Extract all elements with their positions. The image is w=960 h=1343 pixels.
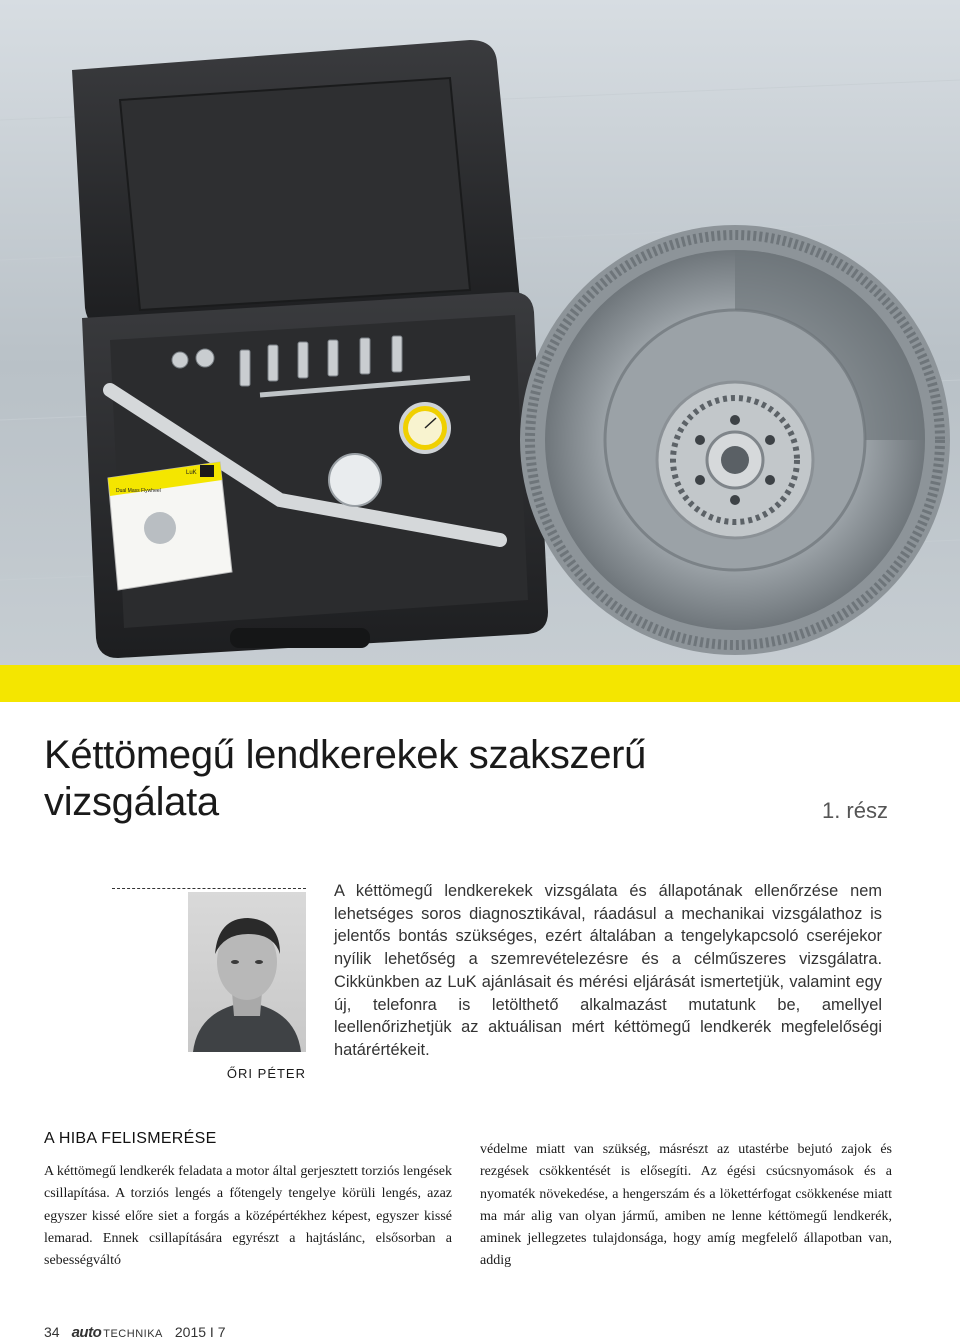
author-portrait bbox=[188, 892, 306, 1052]
page-footer bbox=[44, 1324, 225, 1341]
manual-brand: LuK bbox=[186, 470, 197, 476]
accent-stripe bbox=[0, 665, 960, 702]
author-photo bbox=[188, 892, 306, 1052]
body-column-left: A kéttömegű lendkerék feladata a motor által gerjesztett torziós lengések csillapítása. A torziós lengés a főtengely tengelye körüli lengés, azaz egyszer kissé előre siet a forgás a középértékhez képest, egyszer kissé lemarad. Ennek csillapítására egyrészt a hajtáslánc, elsősorban a sebességváltó bbox=[44, 1164, 452, 1269]
body-column-right: védelme miatt van szükség, másrészt az utastérbe bejutó zajok és rezgések csökkentését is elősegíti. Az égési csúcsnyomások és a nyomaték növekedése, a hengerszám és a lökettérfogat csökkenése miatt ma már alig van olyan jármű, amiben ne lenne kéttömegű lendkerék, aminek jellegzetes tulajdonsága, hogy amíg megfelelő állapotban van, addig bbox=[480, 1142, 892, 1269]
section-heading: A HIBA FELISMERÉSE bbox=[44, 1130, 217, 1147]
flywheel bbox=[520, 225, 950, 655]
magazine-logo-bold: auto bbox=[71, 1324, 102, 1341]
tool-case-and-flywheel-illustration bbox=[0, 0, 960, 665]
page-number: 34 bbox=[44, 1324, 60, 1340]
issue-number: 2015 I 7 bbox=[174, 1324, 226, 1340]
lead-paragraph: A kéttömegű lendkerekek vizsgálata és állapotának ellenőrzése nem lehetséges soros diagnosztikával, ráadásul a mechanikai vizsgálathoz is jelentős bontás szükséges, ezért általában a tengelykapcsoló cseréjekor nyílik lehetőség a szemrevételezésre és a célműszeres vizsgálatra. Cikkünkben az LuK ajánlásait és mérési eljárását ismertetjük, valamint egy új, telefonra is letölthető alkalmazást mutatunk be, amellyel leellenőrizhetjük az aktuálisan mért kéttömegű lendkerék megfelelőségi határértékeit. bbox=[334, 882, 882, 1059]
author-divider bbox=[112, 888, 306, 889]
article-title: Kéttömegű lendkerekek szakszerű vizsgálata bbox=[44, 733, 647, 824]
manual-booklet bbox=[108, 462, 232, 590]
hero-photo bbox=[0, 0, 960, 665]
article-part: 1. rész bbox=[821, 798, 888, 823]
author-name: ŐRI PÉTER bbox=[226, 1066, 306, 1081]
magazine-logo-light: TECHNIKA bbox=[103, 1328, 163, 1340]
manual-title: Dual Mass Flywheel bbox=[116, 488, 161, 494]
